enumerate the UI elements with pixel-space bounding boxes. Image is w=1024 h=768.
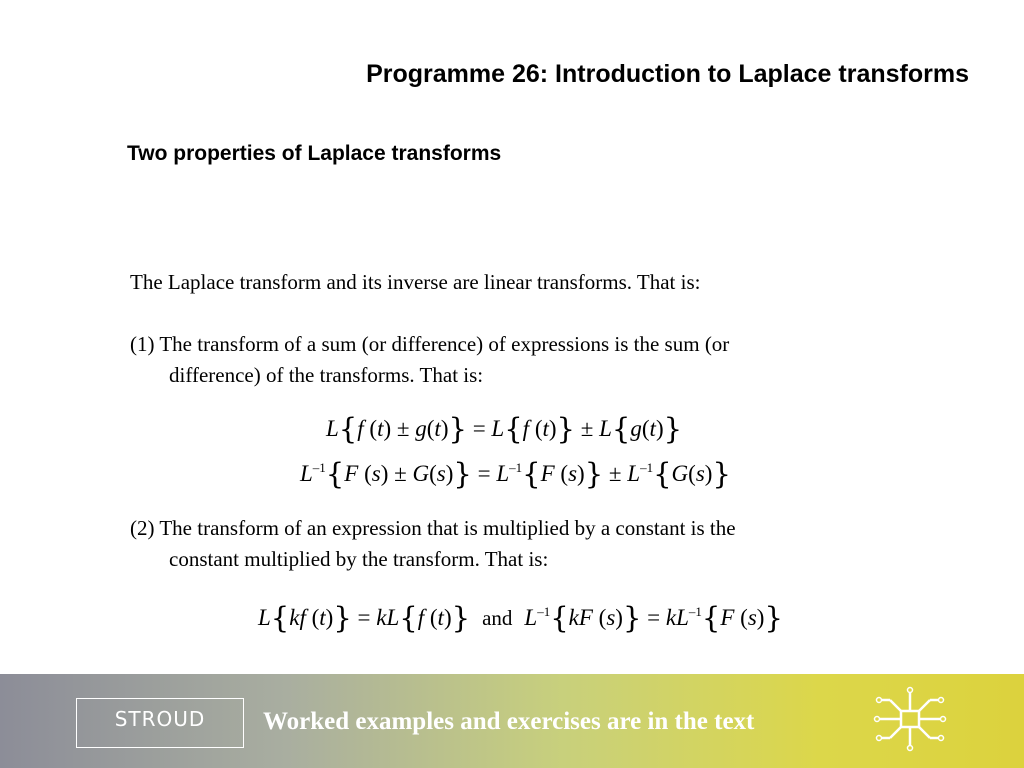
footer-tagline: Worked examples and exercises are in the text bbox=[263, 708, 755, 735]
equation-constant-multiple: L{kf (t)} = kL{f (t)} and $L^{-1}\{kF$ $(s)\} = kL^{-1}\{F$ (s)} bbox=[258, 601, 783, 635]
equation-linearity-forward: L{f (t) ± g(t)} = L{f (t)} ± L{g(t)} bbox=[326, 412, 683, 446]
intro-text: The Laplace transform and its inverse are linear transforms. That is: bbox=[130, 270, 701, 294]
and-word: and bbox=[482, 606, 513, 630]
item2-text-line1: (2) The transform of an expression that is multiplied by a constant is the bbox=[130, 516, 736, 540]
stroud-logo bbox=[76, 698, 244, 748]
network-icon bbox=[868, 686, 952, 754]
item2-text-line2: constant multiplied by the transform. That is: bbox=[169, 547, 549, 571]
section-heading: Two properties of Laplace transforms bbox=[127, 142, 502, 165]
stroud-label: STROUD bbox=[114, 707, 206, 731]
equation-linearity-inverse: $L^{-1}\{F$ $(s) \pm G(s)\} = L^{-1}\{F$ $(s)\} \pm L^{-1}\{G(s)\}$ bbox=[300, 457, 731, 491]
item1-text-line2: difference) of the transforms. That is: bbox=[169, 363, 484, 387]
item1-text-line1: (1) The transform of a sum (or difference) of expressions is the sum (or bbox=[130, 332, 730, 356]
footer-bar bbox=[0, 674, 1024, 768]
slide-title: Programme 26: Introduction to Laplace transforms bbox=[366, 60, 969, 88]
